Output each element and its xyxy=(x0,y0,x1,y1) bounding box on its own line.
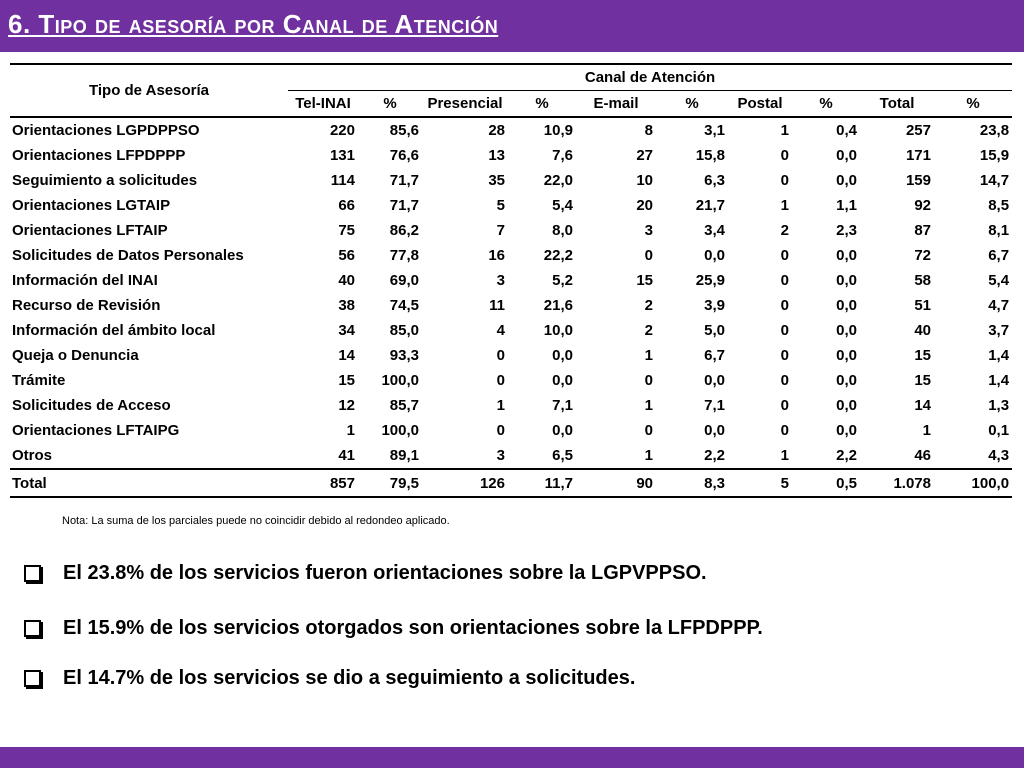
table-cell: 114 xyxy=(330,172,355,189)
table-cell: 71,7 xyxy=(389,172,419,189)
table-cell: 69,0 xyxy=(389,272,419,289)
table-cell: 38 xyxy=(338,297,355,314)
table-cell: 35 xyxy=(488,172,505,189)
bullet-text: El 15.9% de los servicios otorgados son orientaciones sobre la LFPDPPP. xyxy=(63,617,763,639)
table-cell: 5,0 xyxy=(704,322,725,339)
table-cell: 0 xyxy=(780,372,789,389)
row-label: Orientaciones LFTAIP xyxy=(12,222,168,239)
table-cell: 7,6 xyxy=(552,147,573,164)
table-cell: 10,0 xyxy=(543,322,573,339)
row-label: Orientaciones LFTAIPG xyxy=(12,422,180,439)
table-cell: 0 xyxy=(780,322,789,339)
table-cell: 92 xyxy=(914,197,931,214)
table-cell: 5 xyxy=(496,197,505,214)
table-cell: 6,7 xyxy=(704,347,725,364)
bullet-item xyxy=(24,617,763,640)
table-cell: 0,0 xyxy=(836,297,857,314)
table-cell: 71,7 xyxy=(389,197,419,214)
row-label: Trámite xyxy=(12,372,66,389)
table-cell: 8,1 xyxy=(988,222,1010,239)
table-cell: 5,2 xyxy=(552,272,573,289)
total-row xyxy=(10,469,1012,497)
table-cell: 7,1 xyxy=(552,397,573,414)
table-cell: 0 xyxy=(644,372,653,389)
table-cell: 0 xyxy=(780,397,789,414)
table-cell: 34 xyxy=(338,322,355,339)
table-row xyxy=(10,243,1012,268)
table-cell: 0,0 xyxy=(836,147,857,164)
table-row xyxy=(10,368,1012,393)
table-cell: 40 xyxy=(914,322,931,339)
row-label: Recurso de Revisión xyxy=(12,297,161,314)
row-label: Orientaciones LGPDPPSO xyxy=(12,122,200,139)
table-cell: 100,0 xyxy=(381,422,419,439)
table-cell: 3,4 xyxy=(704,222,725,239)
table-cell: 0,0 xyxy=(836,172,857,189)
table-cell: 0 xyxy=(780,247,789,264)
total-cell: 79,5 xyxy=(358,469,422,497)
table-cell: 10 xyxy=(636,172,653,189)
table-cell: 0,0 xyxy=(552,422,573,439)
table-cell: 23,8 xyxy=(979,122,1010,139)
table-cell: 15 xyxy=(914,372,931,389)
table-cell: 0 xyxy=(780,347,789,364)
row-label: Orientaciones LGTAIP xyxy=(12,197,171,214)
total-cell: 100,0 xyxy=(934,469,1012,497)
table-cell: 2,2 xyxy=(836,447,857,464)
table-cell: 159 xyxy=(905,172,931,189)
table-cell: 0,0 xyxy=(836,422,857,439)
table-cell: 0 xyxy=(780,272,789,289)
table-cell: 171 xyxy=(905,147,931,164)
table-cell: 3,9 xyxy=(704,297,725,314)
table-row xyxy=(10,168,1012,193)
table-cell: 72 xyxy=(914,247,931,264)
table-cell: 77,8 xyxy=(389,247,419,264)
table-cell: 0,0 xyxy=(704,247,725,264)
table-note: Nota: La suma de los parciales puede no coincidir debido al redondeo aplicado. xyxy=(62,515,450,527)
column-header: Postal xyxy=(728,91,792,118)
table-cell: 25,9 xyxy=(695,272,725,289)
bullet-item xyxy=(24,562,707,585)
table-cell: 5,4 xyxy=(988,272,1010,289)
table-cell: 6,5 xyxy=(552,447,573,464)
table-cell: 1 xyxy=(780,447,789,464)
table-cell: 22,2 xyxy=(543,247,573,264)
table-cell: 0,0 xyxy=(704,422,725,439)
table-cell: 2 xyxy=(644,322,653,339)
table-cell: 257 xyxy=(905,122,931,139)
table-cell: 85,7 xyxy=(389,397,419,414)
total-cell: 90 xyxy=(576,469,656,497)
table-cell: 15 xyxy=(636,272,653,289)
table-cell: 0 xyxy=(496,347,505,364)
table-cell: 11 xyxy=(489,297,505,314)
title-bar xyxy=(0,0,1024,52)
table-cell: 0,1 xyxy=(988,422,1010,439)
column-header: Total xyxy=(860,91,934,118)
table-cell: 2 xyxy=(644,297,653,314)
table-cell: 1,4 xyxy=(988,347,1010,364)
table-cell: 6,3 xyxy=(704,172,725,189)
table-cell: 75 xyxy=(338,222,355,239)
table-cell: 7 xyxy=(496,222,505,239)
table-cell: 1,3 xyxy=(988,397,1010,414)
table-cell: 2,2 xyxy=(704,447,725,464)
table-cell: 85,6 xyxy=(389,122,419,139)
table-cell: 1 xyxy=(346,422,355,439)
table-cell: 20 xyxy=(636,197,653,214)
table-cell: 4 xyxy=(496,322,505,339)
table-cell: 87 xyxy=(914,222,931,239)
table-cell: 0,4 xyxy=(836,122,857,139)
table-row xyxy=(10,218,1012,243)
total-label: Total xyxy=(10,469,288,497)
table-cell: 1 xyxy=(780,197,789,214)
row-label: Solicitudes de Acceso xyxy=(12,397,171,414)
table-cell: 2,3 xyxy=(836,222,857,239)
table-cell: 1 xyxy=(496,397,505,414)
table-cell: 1 xyxy=(644,347,653,364)
table-cell: 93,3 xyxy=(389,347,419,364)
table-row xyxy=(10,293,1012,318)
column-header: % xyxy=(656,91,728,118)
table-cell: 15,8 xyxy=(695,147,725,164)
table-cell: 41 xyxy=(338,447,355,464)
table-cell: 7,1 xyxy=(704,397,725,414)
table-cell: 4,7 xyxy=(988,297,1010,314)
group-header: Canal de Atención xyxy=(288,64,1012,91)
row-label: Información del INAI xyxy=(12,272,158,289)
table-cell: 0 xyxy=(780,297,789,314)
total-cell: 126 xyxy=(422,469,508,497)
table-cell: 3,7 xyxy=(988,322,1010,339)
bullet-item xyxy=(24,667,635,690)
table-cell: 40 xyxy=(338,272,355,289)
column-header: Tel-INAI xyxy=(288,91,358,118)
table-cell: 85,0 xyxy=(389,322,419,339)
total-cell: 11,7 xyxy=(508,469,576,497)
table-cell: 66 xyxy=(338,197,355,214)
table-cell: 8,0 xyxy=(552,222,573,239)
table-cell: 1,4 xyxy=(988,372,1010,389)
total-cell: 8,3 xyxy=(656,469,728,497)
row-label: Solicitudes de Datos Personales xyxy=(12,247,244,264)
table-cell: 27 xyxy=(636,147,653,164)
table-cell: 1 xyxy=(644,397,653,414)
table-cell: 0 xyxy=(496,422,505,439)
page-title: 6. Tipo de asesoría por Canal de Atención xyxy=(8,9,499,39)
column-header: % xyxy=(358,91,422,118)
table-cell: 0,0 xyxy=(704,372,725,389)
table-cell: 56 xyxy=(338,247,355,264)
checkbox-bullet-icon xyxy=(24,565,41,582)
table-cell: 86,2 xyxy=(389,222,419,239)
table-cell: 15,9 xyxy=(979,147,1010,164)
table-cell: 12 xyxy=(338,397,355,414)
table-cell: 220 xyxy=(329,122,355,139)
table-row xyxy=(10,343,1012,368)
table-cell: 100,0 xyxy=(381,372,419,389)
table-cell: 15 xyxy=(914,347,931,364)
row-label: Otros xyxy=(12,447,53,464)
table-row xyxy=(10,268,1012,293)
table-cell: 28 xyxy=(488,122,505,139)
table-cell: 1 xyxy=(780,122,789,139)
column-header: E-mail xyxy=(576,91,656,118)
table-cell: 5,4 xyxy=(552,197,573,214)
table-cell: 22,0 xyxy=(543,172,573,189)
total-cell: 1.078 xyxy=(860,469,934,497)
row-label: Seguimiento a solicitudes xyxy=(12,172,198,189)
total-cell: 857 xyxy=(288,469,358,497)
column-header: % xyxy=(934,91,1012,118)
table-cell: 3 xyxy=(496,272,505,289)
table-cell: 0,0 xyxy=(552,372,573,389)
bullet-text: El 23.8% de los servicios fueron orientaciones sobre la LGPVPPSO. xyxy=(63,562,707,584)
table-row xyxy=(10,117,1012,143)
table-cell: 16 xyxy=(488,247,505,264)
table-cell: 14,7 xyxy=(979,172,1010,189)
table-cell: 6,7 xyxy=(988,247,1010,264)
table-cell: 0,0 xyxy=(836,372,857,389)
table-row xyxy=(10,193,1012,218)
table-cell: 0,0 xyxy=(836,322,857,339)
table-cell: 0,0 xyxy=(836,397,857,414)
table-cell: 0 xyxy=(496,372,505,389)
table-cell: 3 xyxy=(644,222,653,239)
table-cell: 0,0 xyxy=(836,272,857,289)
table-row xyxy=(10,443,1012,469)
table-cell: 21,6 xyxy=(543,297,573,314)
table-cell: 0 xyxy=(644,422,653,439)
table-cell: 0 xyxy=(644,247,653,264)
table-cell: 8,5 xyxy=(988,197,1010,214)
row-label: Queja o Denuncia xyxy=(12,347,139,364)
column-header: % xyxy=(792,91,860,118)
table-row xyxy=(10,418,1012,443)
table-cell: 0,0 xyxy=(836,247,857,264)
table-row xyxy=(10,318,1012,343)
table-cell: 14 xyxy=(338,347,355,364)
table-cell: 58 xyxy=(914,272,931,289)
checkbox-bullet-icon xyxy=(24,670,41,687)
table-cell: 1,1 xyxy=(836,197,857,214)
table-cell: 131 xyxy=(329,147,355,164)
table-cell: 2 xyxy=(780,222,789,239)
table-cell: 0,0 xyxy=(836,347,857,364)
table-cell: 51 xyxy=(914,297,931,314)
table-cell: 1 xyxy=(922,422,931,439)
table-cell: 3 xyxy=(496,447,505,464)
bottom-bar xyxy=(0,747,1024,768)
table-row xyxy=(10,393,1012,418)
checkbox-bullet-icon xyxy=(24,620,41,637)
table-cell: 89,1 xyxy=(389,447,419,464)
table-cell: 0 xyxy=(780,172,789,189)
table-cell: 4,3 xyxy=(988,447,1010,464)
total-cell: 0,5 xyxy=(792,469,860,497)
row-header: Tipo de Asesoría xyxy=(10,64,288,117)
table-cell: 76,6 xyxy=(389,147,419,164)
table-cell: 21,7 xyxy=(695,197,725,214)
table-cell: 13 xyxy=(488,147,505,164)
table-row xyxy=(10,143,1012,168)
column-header: % xyxy=(508,91,576,118)
table-cell: 1 xyxy=(644,447,653,464)
table-cell: 10,9 xyxy=(543,122,573,139)
bullet-text: El 14.7% de los servicios se dio a seguimiento a solicitudes. xyxy=(63,667,636,689)
table-cell: 8 xyxy=(644,122,653,139)
total-cell: 5 xyxy=(728,469,792,497)
table-cell: 14 xyxy=(914,397,931,414)
column-header: Presencial xyxy=(422,91,508,118)
table-cell: 0 xyxy=(780,147,789,164)
table-cell: 46 xyxy=(914,447,931,464)
data-table xyxy=(10,63,1012,498)
row-label: Orientaciones LFPDPPP xyxy=(12,147,186,164)
row-label: Información del ámbito local xyxy=(12,322,216,339)
table-cell: 0 xyxy=(780,422,789,439)
table-cell: 0,0 xyxy=(552,347,573,364)
table-cell: 74,5 xyxy=(389,297,419,314)
table-cell: 3,1 xyxy=(704,122,725,139)
table-cell: 15 xyxy=(338,372,355,389)
